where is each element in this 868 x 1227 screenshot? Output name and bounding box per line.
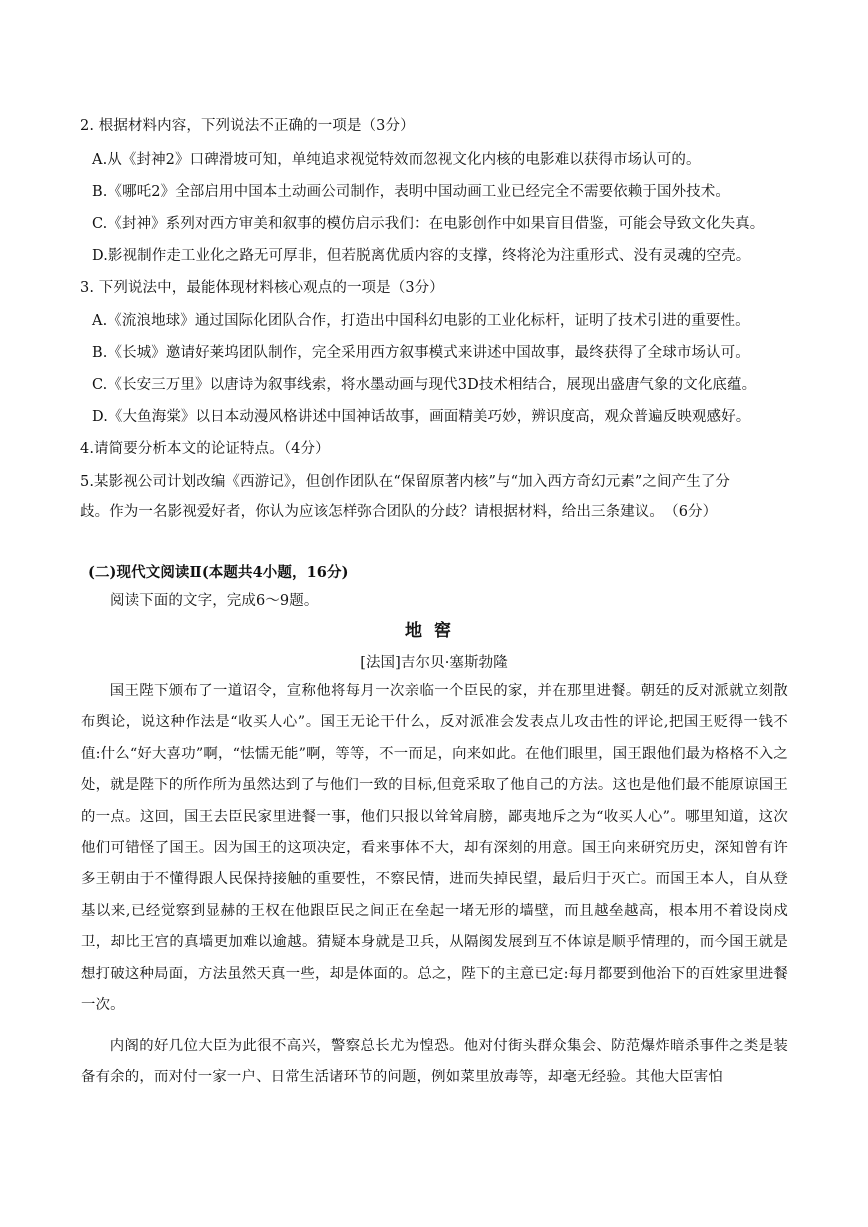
- question-5-line-2: 歧。作为一名影视爱好者，你认为应该怎样弥合团队的分歧？请根据材料，给出三条建议。 （6分）: [80, 504, 718, 520]
- question-3-option-a: A.《流浪地球》通过国际化团队合作，打造出中国科幻电影的工业化标杆，证明了技术引进的重要性。: [92, 313, 750, 329]
- article-paragraph-1: 国王陛下颁布了一道诏令，宣称他将每月一次亲临一个臣民的家，并在那里进餐。朝廷的反对派就立刻散布舆论，说这种作法是“收买人心”。国王无论干什么，反对派准会发表点儿攻击性的评论,把国王贬得一钱不值:什么“好大喜功”啊，“怯懦无能”啊，等等，不一而足，向来如此。在他们眼里，国王跟他们最为格格不入之处，就是陛下的所作所为虽然达到了与他们一致的目标,但竟采取了他自己的方法。这也是他们最不能原谅国王的一点。这回，国王去臣民家里进餐一事，他们只报以耸耸肩膀，鄙夷地斥之为“收买人心”。哪里知道，这次他们可错怪了国王。因为国王的这项决定，看来事体不大，却有深刻的用意。国王向来研究历史，深知曾有许多王朝由于不懂得跟人民保持接触的重要性，不察民情，进而失掉民望，最后归于灭亡。而国王本人，自从登基以来,已经觉察到显赫的王权在他跟臣民之间正在垒起一堵无形的墙壁，而且越垒越高，根本用不着设岗戍卫，却比王宫的真墙更加难以逾越。猜疑本身就是卫兵，从隔阂发展到互不体谅是顺乎情理的，而今国王就是想打破这种局面，方法虽然天真一些，却是体面的。总之，陛下的主意已定:每月都要到他治下的百姓家里进餐一次。: [81, 683, 788, 1014]
- question-2-stem: 2. 根据材料内容，下列说法不正确的一项是（3分）: [80, 118, 415, 134]
- question-3-option-b: B.《长城》邀请好莱坞团队制作，完全采用西方叙事模式来讲述中国故事，最终获得了全球市场认可。: [92, 345, 750, 361]
- question-2-option-b: B.《哪吒2》全部启用中国本土动画公司制作，表明中国动画工业已经完全不需要依赖于国外技术。: [92, 184, 730, 200]
- section-instruction: 阅读下面的文字，完成6～9题。: [110, 593, 319, 609]
- question-3-stem: 3. 下列说法中，最能体现材料核心观点的一项是（3分）: [80, 280, 444, 296]
- article-paragraph-2: 内阁的好几位大臣为此很不高兴，警察总长尤为惶恐。他对付街头群众集会、防范爆炸暗杀事件之类是装备有余的，而对付一家一户、日常生活诸环节的问题，例如菜里放毒等，却毫无经验。其他大臣害怕: [81, 1038, 788, 1086]
- question-5-line-1: 5.某影视公司计划改编《西游记》，但创作团队在“保留原著内核”与“加入西方奇幻元素”之间产生了分: [80, 474, 731, 490]
- question-2-option-d: D.影视制作走工业化之路无可厚非，但若脱离优质内容的支撑，终将沦为注重形式、没有灵魂的空壳。: [92, 248, 751, 264]
- question-3-option-c: C.《长安三万里》以唐诗为叙事线索，将水墨动画与现代3D技术相结合，展现出盛唐气象的文化底蕴。: [92, 377, 757, 393]
- section-heading: (二)现代文阅读Ⅱ(本题共4小题，16分): [88, 564, 349, 581]
- question-2-option-c: C.《封神》系列对西方审美和叙事的模仿启示我们：在电影创作中如果盲目借鉴，可能会导致文化失真。: [92, 216, 765, 232]
- question-3-option-d: D.《大鱼海棠》以日本动漫风格讲述中国神话故事，画面精美巧妙，辨识度高，观众普遍反映观感好。: [92, 409, 751, 425]
- question-4-stem: 4.请简要分析本文的论证特点。（4分）: [80, 441, 330, 457]
- question-2-option-a: A.从《封神2》口碑滑坡可知，单纯追求视觉特效而忽视文化内核的电影难以获得市场认可的。: [92, 152, 701, 168]
- article-title: 地窖: [405, 621, 463, 641]
- article-author: [法国]吉尔贝·塞斯勃隆: [360, 655, 508, 671]
